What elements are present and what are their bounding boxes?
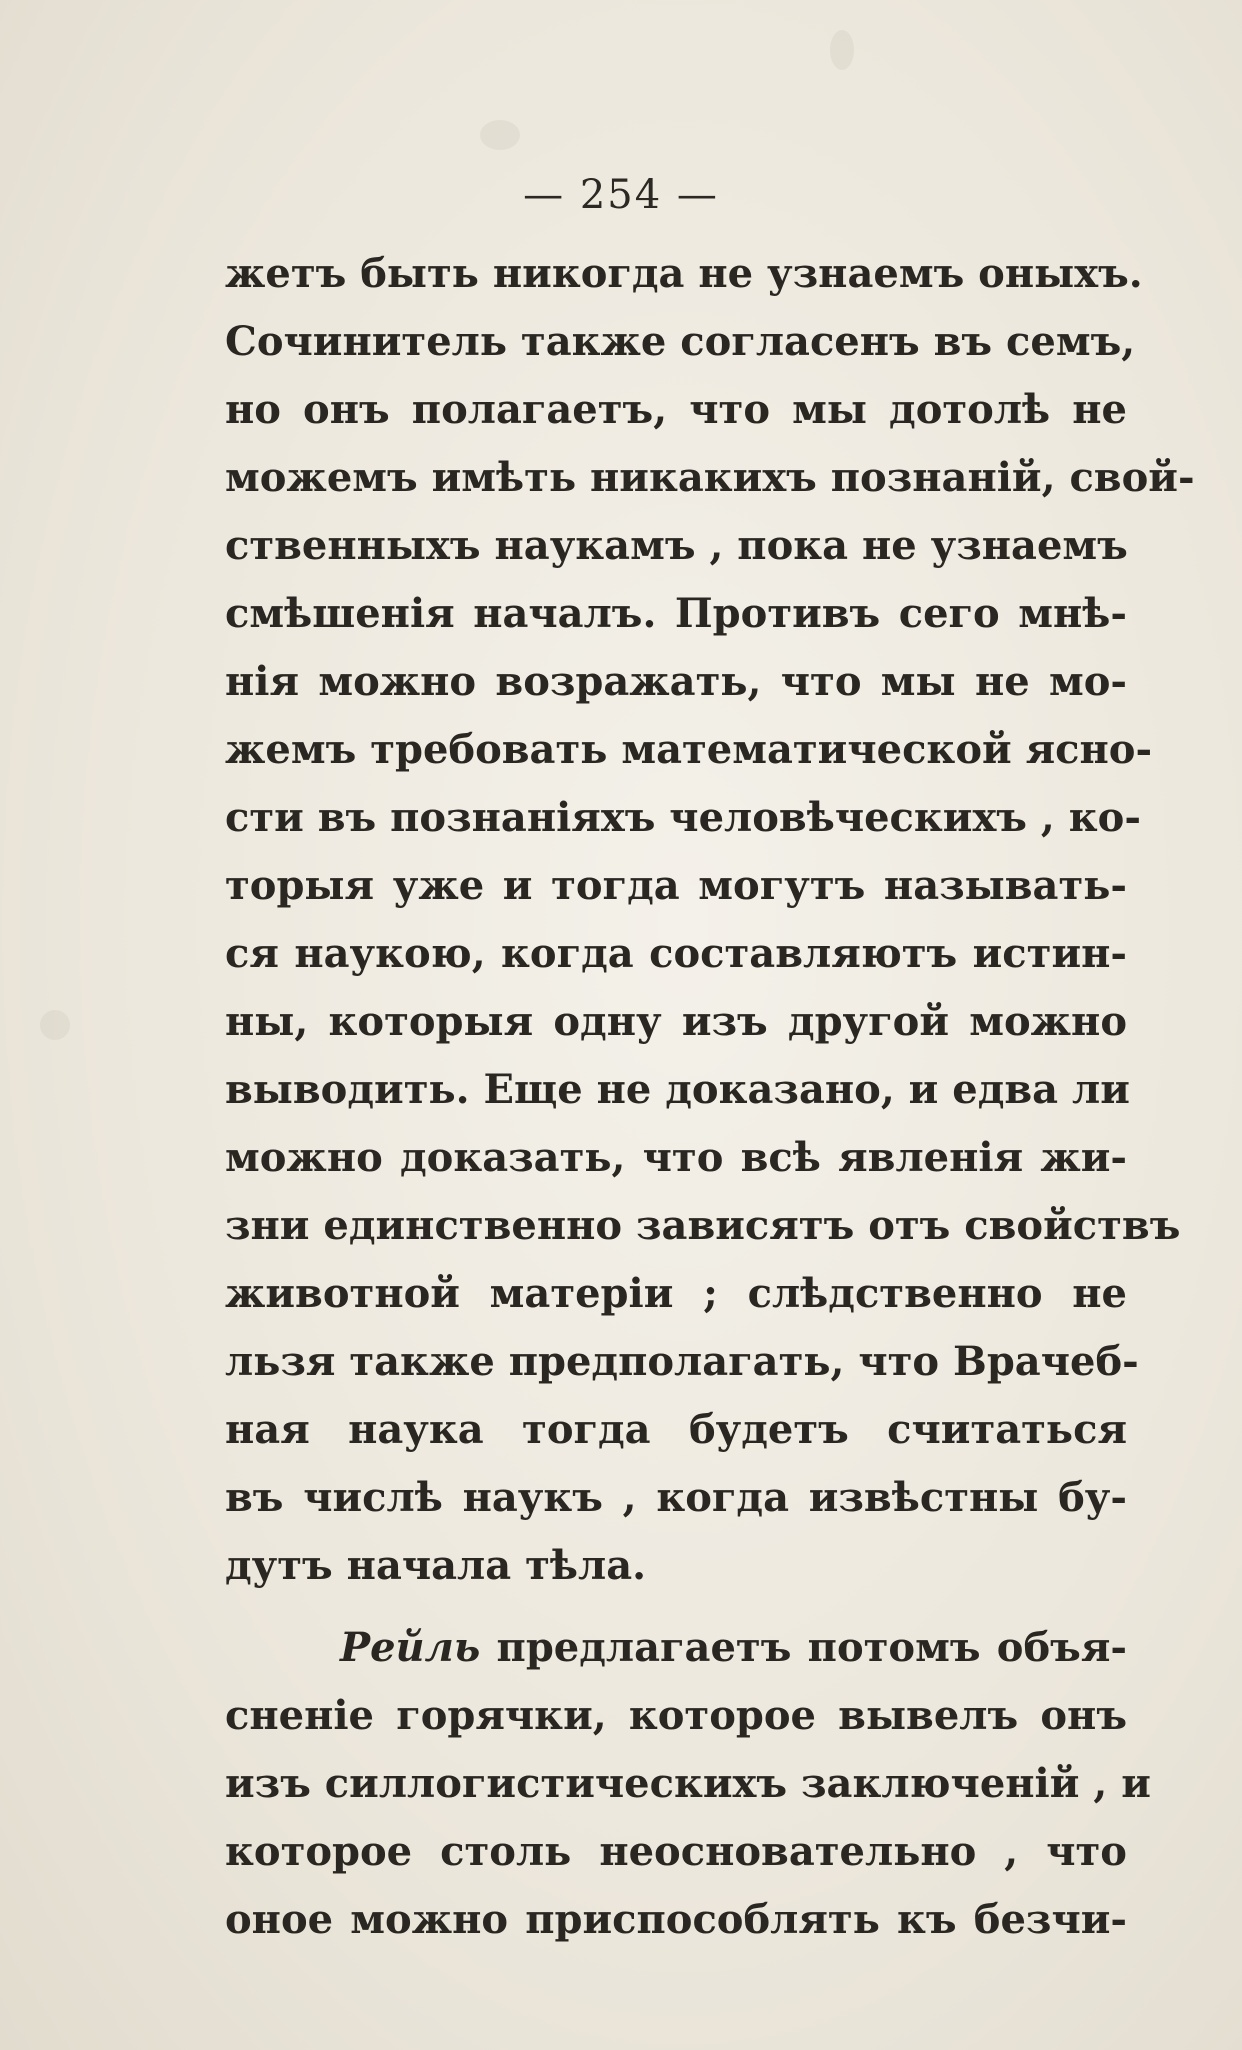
text-line: сненіе горячки, которое вывелъ онъ	[225, 1692, 1127, 1739]
author-name: Рейль	[340, 1624, 481, 1671]
page-text	[225, 240, 1195, 1954]
text-line: торыя уже и тогда могутъ называть-	[225, 862, 1127, 909]
text-line: можемъ имѣть никакихъ познаній, свой-	[225, 454, 1195, 501]
text-line: ная наука тогда будетъ считаться	[225, 1406, 1127, 1453]
text-line: жетъ быть никогда не узнаемъ оныхъ.	[225, 250, 1143, 297]
text-line: ственныхъ наукамъ , пока не узнаемъ	[225, 522, 1128, 569]
text-line: смѣшенія началъ. Противъ сего мнѣ-	[225, 590, 1127, 637]
paper-stain	[830, 30, 854, 70]
text-line: выводить. Еще не доказано, и едва ли	[225, 1066, 1130, 1113]
text-line: но онъ полагаетъ, что мы дотолѣ не	[225, 386, 1127, 433]
text-line: нія можно возражать, что мы не мо-	[225, 658, 1127, 705]
page-number: — 254 —	[523, 172, 719, 218]
text-line: Сочинитель также согласенъ въ семъ,	[225, 318, 1136, 365]
text-line: можно доказать, что всѣ явленія жи-	[225, 1134, 1127, 1181]
text-line: ны, которыя одну изъ другой можно	[225, 998, 1127, 1045]
text-line: дутъ начала тѣла.	[225, 1542, 647, 1589]
paper-stain	[480, 120, 520, 150]
text-line: жемъ требовать математической ясно-	[225, 726, 1153, 773]
paragraph-start-line	[225, 1614, 1127, 1682]
text-line: животной матеріи ; слѣдственно не	[225, 1270, 1127, 1317]
text-line: которое столь неосновательно , что	[225, 1828, 1127, 1875]
text-line: льзя также предполагать, что Врачеб-	[225, 1338, 1139, 1385]
text-line: зни единственно зависятъ отъ свойствъ	[225, 1202, 1181, 1249]
text-line: оное можно приспособлять къ безчи-	[225, 1896, 1127, 1943]
paper-stain	[40, 1010, 70, 1040]
text-line: въ числѣ наукъ , когда извѣстны бу-	[225, 1474, 1127, 1521]
text-line: сти въ познаніяхъ человѣческихъ , ко-	[225, 794, 1141, 841]
text-line: изъ силлогистическихъ заключеній , и	[225, 1760, 1151, 1807]
text-fragment: предлагаетъ потомъ объя-	[480, 1624, 1127, 1671]
text-line: ся наукою, когда составляютъ истин-	[225, 930, 1127, 977]
